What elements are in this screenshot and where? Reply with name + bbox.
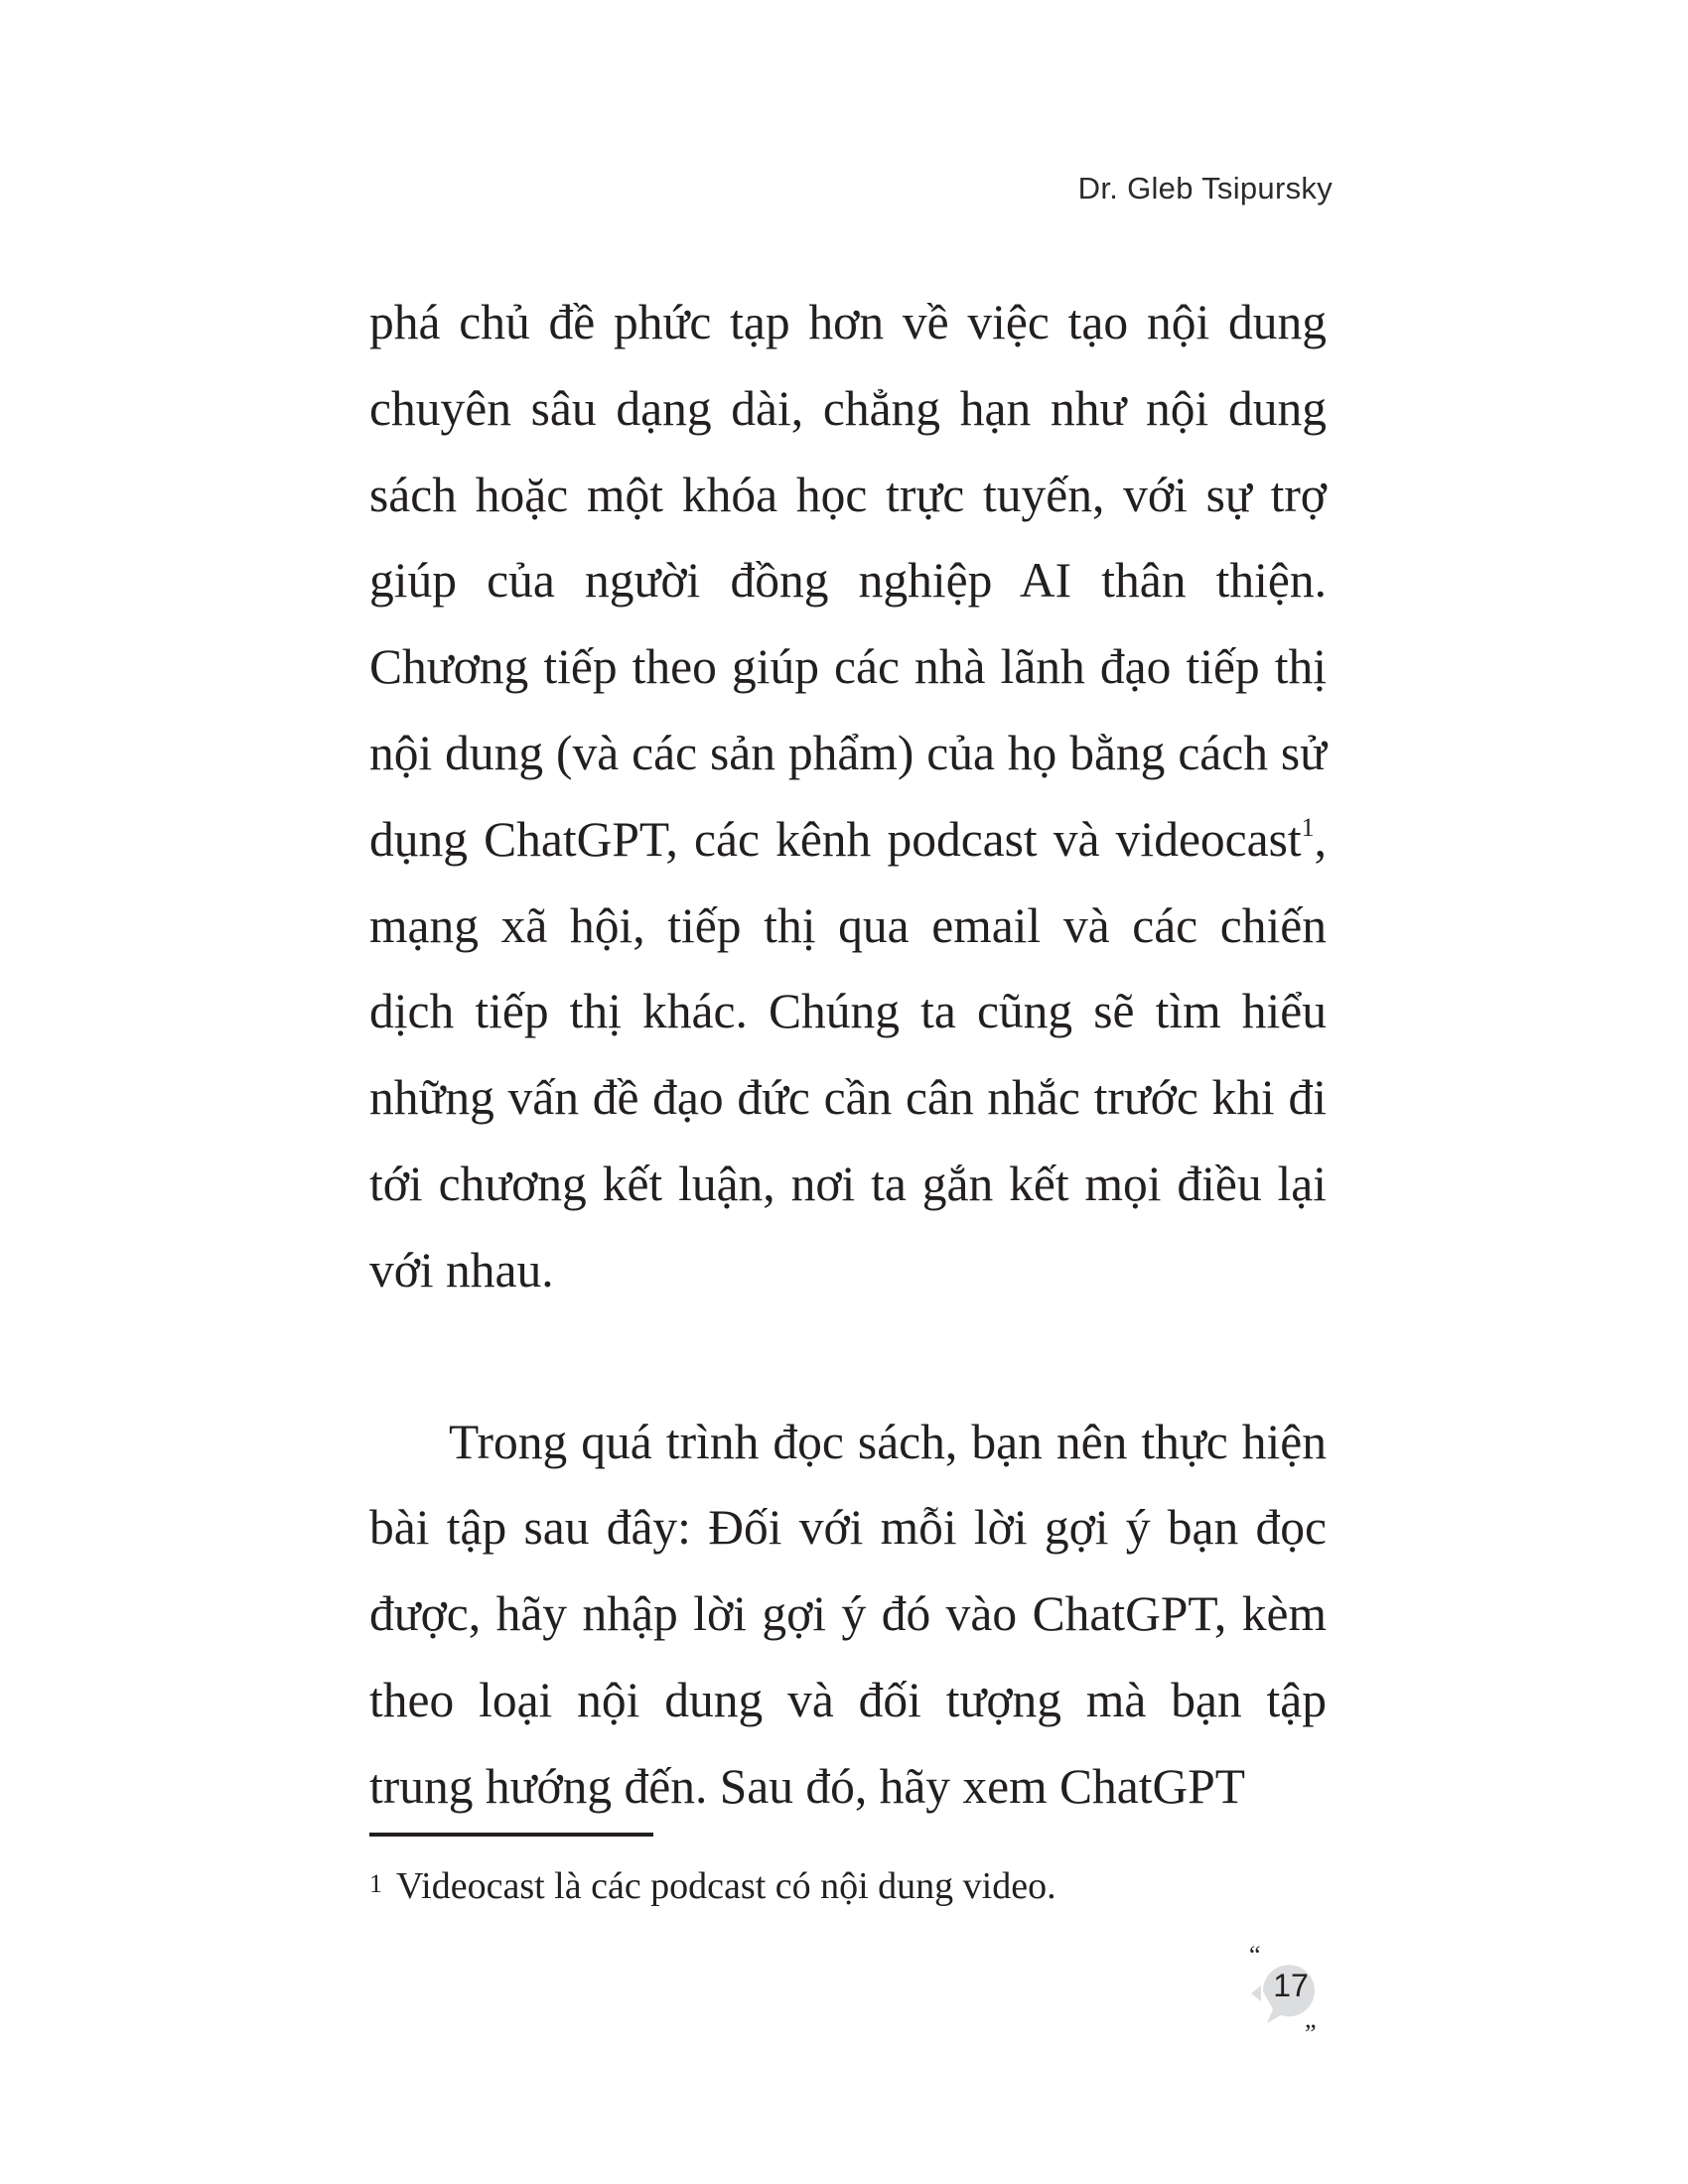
page-number-badge [1243, 1946, 1333, 2035]
footnote-marker: 1 [369, 1869, 382, 1898]
paragraph-1 [369, 280, 1327, 1314]
body-text [369, 280, 1327, 1831]
footnote-text: Videocast là các podcast có nội dung video. [396, 1865, 1056, 1907]
svg-text:“: “ [1249, 1946, 1261, 1970]
running-head: Dr. Gleb Tsipursky [1077, 171, 1333, 205]
page-number: 17 [1273, 1968, 1309, 2003]
paragraph-1-text-b: , mạng xã hội, tiếp thị qua email và các chiến dịch tiếp thị khác. Chúng ta cũng sẽ tìm hiểu những vấn đề đạo đức cần cân nhắc trước khi đi tới chương kết luận, nơi ta gắn kết mọi điều lại với nhau. [369, 811, 1327, 1297]
svg-text:„: „ [1305, 2004, 1317, 2033]
footnote-divider [369, 1833, 653, 1837]
footnote [369, 1860, 1056, 1912]
paragraph-2: Trong quá trình đọc sách, bạn nên thực hiện bài tập sau đây: Đối với mỗi lời gợi ý bạn đọc được, hãy nhập lời gợi ý đó vào ChatGPT, kèm theo loại nội dung và đối tượng mà bạn tập trung hướng đến. Sau đó, hãy xem ChatGPT [369, 1414, 1327, 1814]
footnote-reference: 1 [1301, 813, 1315, 843]
paragraph-1-text-a: phá chủ đề phức tạp hơn về việc tạo nội dung chuyên sâu dạng dài, chẳng hạn như nội dung sách hoặc một khóa học trực tuyến, với sự trợ giúp của người đồng nghiệp AI thân thiện. Chương tiếp theo giúp các nhà lãnh đạo tiếp thị nội dung (và các sản phẩm) của họ bằng cách sử dụng ChatGPT, các kênh podcast và videocast [369, 295, 1327, 867]
